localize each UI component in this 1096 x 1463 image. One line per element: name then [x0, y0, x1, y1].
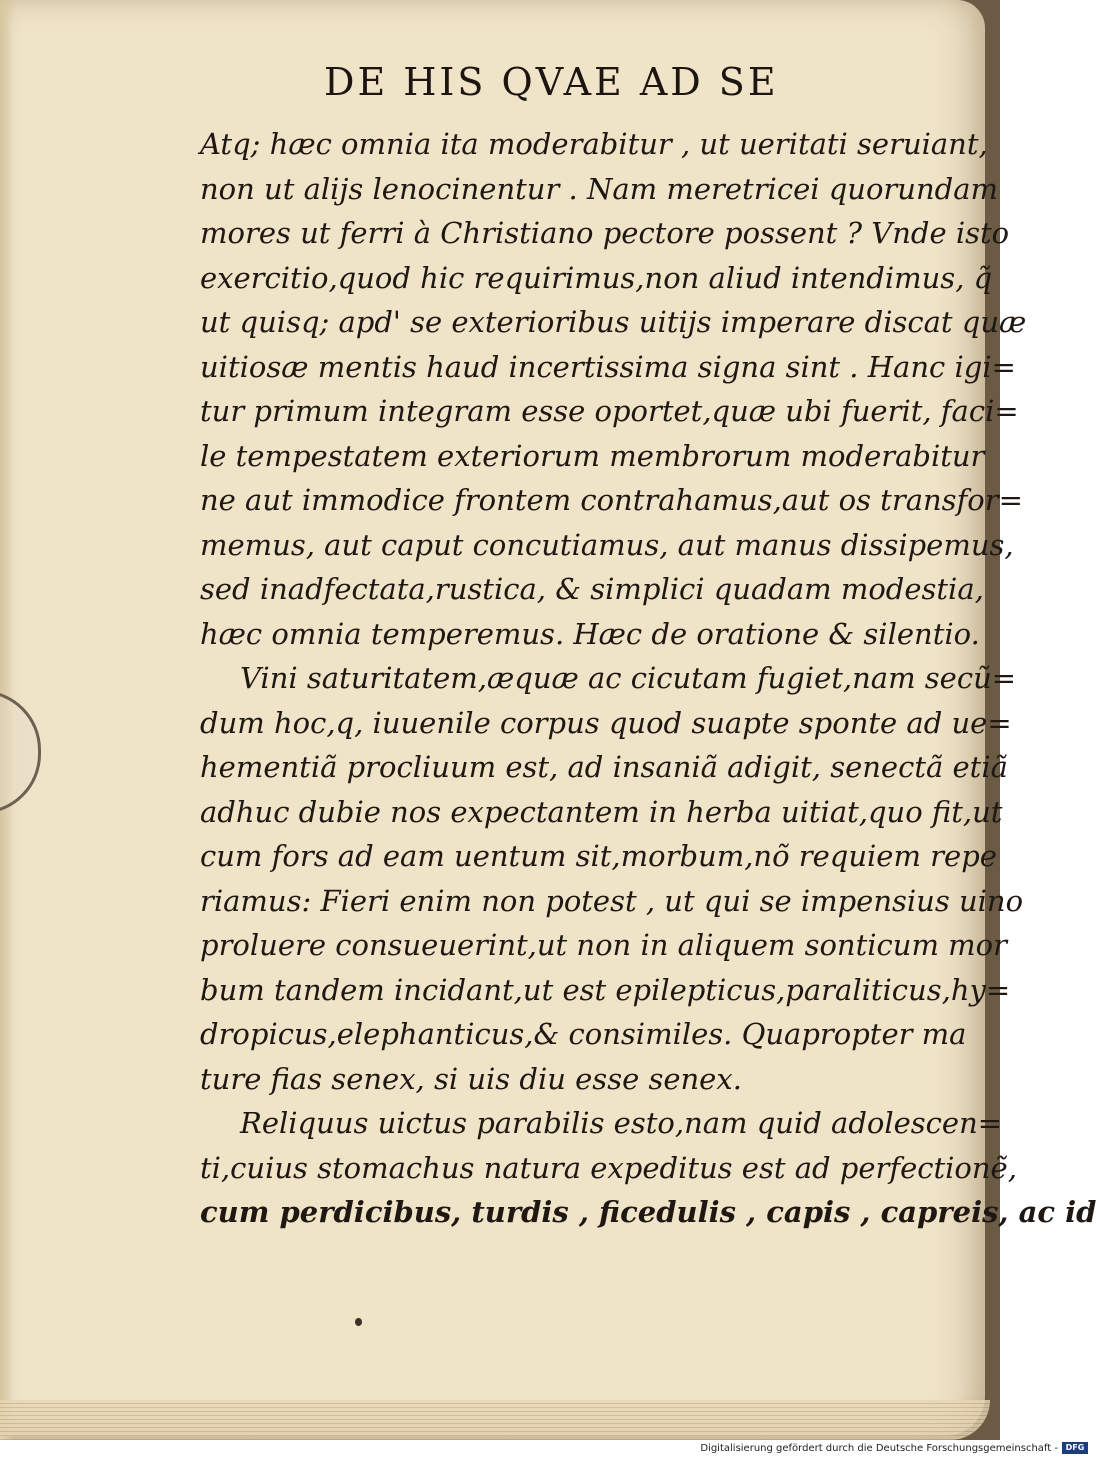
text-line: memus, aut caput concutiamus, aut manus dissipemus,	[200, 527, 1014, 562]
text-line: ture fias senex, si uis diu esse senex.	[200, 1061, 742, 1096]
text-line: riamus: Fieri enim non potest , ut qui se impensius uino	[200, 883, 1024, 918]
text-line: cum fors ad eam uentum sit,morbum,nõ requiem repe	[200, 839, 997, 873]
text-line: adhuc dubie nos expectantem in herba uitiat,quo fit,ut	[200, 794, 1003, 829]
ink-speck	[355, 1318, 362, 1326]
text-line: Vini saturitatem,æquæ ac cicutam fugiet,nam secũ=	[240, 661, 1017, 695]
digitization-credit	[700, 1439, 1088, 1457]
text-line: hementiã procliuum est, ad insaniã adigit, senectã etiã	[200, 750, 1008, 784]
text-line: dropicus,elephanticus,& consimiles. Quapropter ma	[200, 1017, 967, 1051]
text-line: tur primum integram esse oportet,quæ ubi fuerit, faci=	[200, 394, 1019, 428]
text-line: exercitio,quod hic requirimus,non aliud intendimus, q̃	[200, 260, 993, 295]
text-line: ut quisq; apd' se exterioribus uitijs imperare discat quæ	[200, 305, 1027, 339]
text-line: bum tandem incidant,ut est epilepticus,paraliticus,hy=	[200, 972, 1011, 1007]
page-stack-edge	[0, 1400, 990, 1440]
text-line: dum hoc,q, iuuenile corpus quod suapte sponte ad ue=	[200, 705, 1012, 740]
text-line: Atq; hæc omnia ita moderabitur , ut ueritati seruiant,	[200, 127, 988, 161]
text-line: Reliquus uictus parabilis esto,nam quid adolescen=	[240, 1106, 1003, 1140]
dfg-logo: DFG	[1062, 1442, 1088, 1454]
text-line: ti,cuius stomachus natura expeditus est ad perfectionẽ,	[200, 1150, 1017, 1185]
text-line: hæc omnia temperemus. Hæc de oratione & silentio.	[200, 616, 980, 651]
credit-text: Digitalisierung gefördert durch die Deutsche Forschungsgemeinschaft -	[700, 1442, 1058, 1454]
text-line: mores ut ferri à Christiano pectore possent ? Vnde isto	[200, 216, 1010, 250]
body-text	[200, 122, 1096, 1235]
text-line: le tempestatem exteriorum membrorum moderabitur	[200, 438, 985, 473]
binding-clip-mark	[0, 690, 41, 814]
text-line: cum perdicibus, turdis , ficedulis , capis , capreis, ac id	[200, 1195, 1096, 1229]
text-line: proluere consueuerint,ut non in aliquem sonticum mor	[200, 928, 1007, 962]
running-head: DE HIS QVAE AD SE	[324, 60, 779, 104]
text-line: non ut alijs lenocinentur . Nam meretricei quorundam	[200, 171, 998, 206]
text-line: ne aut immodice frontem contrahamus,aut os transfor=	[200, 483, 1023, 517]
text-line: sed inadfectata,rustica, & simplici quadam modestia,	[200, 572, 984, 606]
text-line: uitiosæ mentis haud incertissima signa sint . Hanc igi=	[200, 349, 1016, 384]
